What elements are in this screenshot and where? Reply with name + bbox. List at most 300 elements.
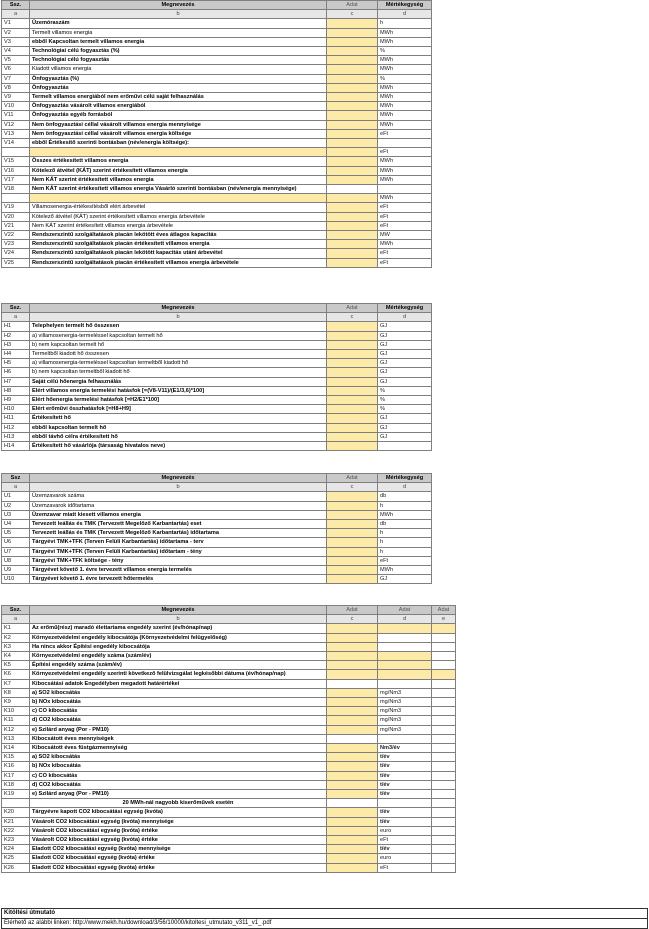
empty-cell	[432, 780, 456, 789]
adat-e-input-cell[interactable]	[432, 670, 456, 679]
column-letter-c: c	[327, 483, 378, 492]
adat-input-cell[interactable]	[327, 642, 378, 651]
row-code: K21	[2, 817, 30, 826]
table-row	[2, 661, 456, 670]
adat-input-cell[interactable]	[327, 762, 378, 771]
table-row	[2, 194, 432, 203]
table-row	[2, 808, 456, 817]
adat-input-cell[interactable]	[327, 716, 378, 725]
empty-cell	[432, 790, 456, 799]
unit-cell: GJ	[378, 350, 432, 359]
table-row	[2, 120, 432, 129]
row-label: 20 MWh-nál nagyobb kiserőművek esetén	[30, 799, 327, 808]
row-code: U10	[2, 575, 30, 584]
empty-cell	[432, 716, 456, 725]
adat-input-cell[interactable]	[327, 350, 378, 359]
empty-cell	[432, 679, 456, 688]
header-adat-d: Adat	[378, 606, 432, 615]
row-code: H2	[2, 331, 30, 340]
adat-input-cell[interactable]	[327, 707, 378, 716]
unit-cell: %	[378, 74, 432, 83]
unit-cell: MWh	[378, 566, 432, 575]
adat-input-cell[interactable]	[327, 386, 378, 395]
row-label: Nem KÁT szerint értékesített villamos energia	[30, 175, 327, 184]
row-code: K11	[2, 716, 30, 725]
adat-input-cell[interactable]	[327, 817, 378, 826]
table-row	[2, 652, 456, 661]
row-code: K5	[2, 661, 30, 670]
row-code: U4	[2, 520, 30, 529]
adat-input-cell[interactable]	[327, 240, 378, 249]
adat-input-cell[interactable]	[327, 65, 378, 74]
table-row	[2, 414, 432, 423]
unit-cell: t/év	[378, 808, 432, 817]
table-row	[2, 19, 432, 28]
table-row	[2, 725, 456, 734]
table-row	[2, 642, 456, 651]
row-label: Nem önfogyasztási céllal vásárolt villamos energia költsége	[30, 129, 327, 138]
adat-input-cell[interactable]	[327, 405, 378, 414]
adat-input-cell[interactable]	[327, 780, 378, 789]
header-ssz: Ssz.	[2, 1, 30, 10]
row-code: K7	[2, 679, 30, 688]
adat-input-cell[interactable]	[327, 538, 378, 547]
unit-cell: MWh	[378, 83, 432, 92]
row-code: H12	[2, 423, 30, 432]
row-code: K4	[2, 652, 30, 661]
row-label: Kötelező átvétel (KÁT) szerint értékesített villamos energia	[30, 166, 327, 175]
adat-input-cell[interactable]	[327, 322, 378, 331]
unit-cell: %	[378, 405, 432, 414]
header-row	[2, 474, 432, 483]
adat-input-cell[interactable]	[327, 203, 378, 212]
adat-input-cell[interactable]	[327, 442, 378, 451]
adat-input-cell[interactable]	[327, 129, 378, 138]
adat-input-cell[interactable]	[327, 510, 378, 519]
unit-cell: MWh	[378, 37, 432, 46]
unit-cell: db	[378, 520, 432, 529]
row-label: Tárgyévi TMK+TFK (Terven Felüli Karbantartás) időtartam - tény	[30, 547, 327, 556]
row-code: U5	[2, 529, 30, 538]
unit-cell: euro	[378, 854, 432, 863]
adat-input-cell[interactable]	[327, 102, 378, 111]
adat-input-cell[interactable]	[327, 566, 378, 575]
row-label: Eladott CO2 kibocsátási egység (kvóta) értéke	[30, 854, 327, 863]
adat-input-cell[interactable]	[327, 93, 378, 102]
row-code: V17	[2, 175, 30, 184]
column-letter-d: d	[378, 483, 432, 492]
table-row	[2, 386, 432, 395]
unit-cell: GJ	[378, 377, 432, 386]
row-label: ebből távhő célra értékesített hő	[30, 432, 327, 441]
adat-input-cell[interactable]	[327, 771, 378, 780]
row-code: K26	[2, 863, 30, 872]
adat-input-cell[interactable]	[327, 56, 378, 65]
column-letter-c: c	[327, 10, 378, 19]
table-row	[2, 185, 432, 194]
row-label: ebből Értékesítő szerinti bontásban (név/energia költsége):	[30, 139, 327, 148]
adat-input-cell[interactable]	[327, 547, 378, 556]
unit-cell: h	[378, 501, 432, 510]
row-code: K16	[2, 762, 30, 771]
unit-cell: %	[378, 386, 432, 395]
column-letter-row	[2, 313, 432, 322]
adat-input-cell[interactable]	[327, 624, 378, 633]
unit-cell: h	[378, 529, 432, 538]
header-ssz: Ssz.	[2, 606, 30, 615]
adat-input-cell	[327, 799, 378, 808]
adat-input-cell[interactable]	[327, 808, 378, 817]
row-label: Tárgyévre kapott CO2 kibocsátási egység (kvóta)	[30, 808, 327, 817]
table-row	[2, 633, 456, 642]
unit-cell: MWh	[378, 240, 432, 249]
unit-cell	[378, 442, 432, 451]
row-code: V16	[2, 166, 30, 175]
data-table-2	[1, 303, 432, 451]
row-code: K19	[2, 790, 30, 799]
empty-cell	[432, 808, 456, 817]
adat-input-cell[interactable]	[327, 432, 378, 441]
row-label: Értékesített hő	[30, 414, 327, 423]
row-code: H14	[2, 442, 30, 451]
row-label: Üzemóraszám	[30, 19, 327, 28]
row-code: V3	[2, 37, 30, 46]
adat-input-cell[interactable]	[327, 249, 378, 258]
adat-input-cell[interactable]	[327, 368, 378, 377]
empty-cell	[432, 845, 456, 854]
row-code: V20	[2, 212, 30, 221]
row-code: K22	[2, 826, 30, 835]
adat-input-cell[interactable]	[327, 19, 378, 28]
adat-input-cell[interactable]	[327, 652, 378, 661]
adat-input-cell[interactable]	[327, 863, 378, 872]
unit-cell: h	[378, 538, 432, 547]
adat-input-cell[interactable]	[327, 414, 378, 423]
table-row	[2, 93, 432, 102]
empty-cell	[432, 652, 456, 661]
adat-input-cell[interactable]	[327, 37, 378, 46]
row-code	[2, 799, 30, 808]
row-label: Összes értékesített villamos energia	[30, 157, 327, 166]
adat-input-cell[interactable]	[327, 377, 378, 386]
table-row	[2, 231, 432, 240]
unit-cell: t/év	[378, 845, 432, 854]
table-row	[2, 83, 432, 92]
table-row	[2, 212, 432, 221]
table-row	[2, 698, 456, 707]
row-code: H8	[2, 386, 30, 395]
row-code: V9	[2, 93, 30, 102]
unit-cell: MWh	[378, 157, 432, 166]
unit-cell	[378, 633, 432, 642]
adat-input-cell[interactable]	[327, 556, 378, 565]
table-row	[2, 771, 456, 780]
row-code: U6	[2, 538, 30, 547]
adat-d-input-cell[interactable]	[378, 670, 432, 679]
table-row	[2, 368, 432, 377]
row-label: Kibocsátott éves füstgázmennyiség	[30, 744, 327, 753]
adat-input-cell	[327, 185, 378, 194]
table-row	[2, 432, 432, 441]
unit-cell: MWh	[378, 120, 432, 129]
unit-cell: t/év	[378, 780, 432, 789]
adat-input-cell[interactable]	[327, 120, 378, 129]
table-row	[2, 836, 456, 845]
row-code: U7	[2, 547, 30, 556]
adat-input-cell[interactable]	[327, 83, 378, 92]
row-label: Vásárolt CO2 kibocsátási egység (kvóta) értéke	[30, 836, 327, 845]
row-label: Önfogyasztás	[30, 83, 327, 92]
unit-cell: eFt	[378, 258, 432, 267]
unit-cell: mg/Nm3	[378, 698, 432, 707]
data-table-3	[1, 473, 432, 584]
row-code: V11	[2, 111, 30, 120]
adat-input-cell[interactable]	[327, 175, 378, 184]
row-code: U9	[2, 566, 30, 575]
row-label: Üzemzavar miatt kiesett villamos energia	[30, 510, 327, 519]
empty-cell	[432, 642, 456, 651]
adat-input-cell[interactable]	[327, 520, 378, 529]
name-input-cell[interactable]	[30, 148, 327, 157]
adat-input-cell[interactable]	[327, 28, 378, 37]
adat-d-input-cell[interactable]	[378, 652, 432, 661]
unit-cell: db	[378, 492, 432, 501]
row-code: K8	[2, 688, 30, 697]
column-letter-a: a	[2, 313, 30, 322]
adat-input-cell[interactable]	[327, 790, 378, 799]
adat-input-cell[interactable]	[327, 359, 378, 368]
table-row	[2, 221, 432, 230]
adat-input-cell[interactable]	[327, 194, 378, 203]
row-code: V19	[2, 203, 30, 212]
empty-cell	[432, 854, 456, 863]
row-code: H3	[2, 340, 30, 349]
row-label: a) villamosenergia-termeléssel kapcsoltan termelt hő	[30, 331, 327, 340]
row-code: H11	[2, 414, 30, 423]
row-code: K1	[2, 624, 30, 633]
row-code	[2, 148, 30, 157]
empty-cell	[432, 771, 456, 780]
row-label: Technológiai célú fogyasztás (%)	[30, 47, 327, 56]
row-code: H9	[2, 396, 30, 405]
row-code: K2	[2, 633, 30, 642]
table-row	[2, 148, 432, 157]
adat-input-cell[interactable]	[327, 492, 378, 501]
table-row	[2, 716, 456, 725]
table-row	[2, 442, 432, 451]
adat-e-input-cell[interactable]	[432, 624, 456, 633]
adat-input-cell[interactable]	[327, 139, 378, 148]
unit-cell: %	[378, 396, 432, 405]
row-code: V5	[2, 56, 30, 65]
unit-cell: eFt	[378, 212, 432, 221]
column-letter-c: c	[327, 313, 378, 322]
table-row	[2, 258, 432, 267]
adat-input-cell[interactable]	[327, 753, 378, 762]
adat-input-cell[interactable]	[327, 396, 378, 405]
table-row	[2, 547, 432, 556]
row-code: K9	[2, 698, 30, 707]
header-adat-e: Adat	[432, 606, 456, 615]
table-row	[2, 780, 456, 789]
adat-d-input-cell[interactable]	[378, 624, 432, 633]
unit-cell: GJ	[378, 432, 432, 441]
row-label: Tárgyévi TMK+TFK költsége - tény	[30, 556, 327, 565]
table-row	[2, 817, 456, 826]
table-row	[2, 322, 432, 331]
adat-input-cell[interactable]	[327, 661, 378, 670]
unit-cell: Nm3/év	[378, 744, 432, 753]
adat-input-cell[interactable]	[327, 148, 378, 157]
unit-cell	[378, 185, 432, 194]
row-label: Eladott CO2 kibocsátási egység (kvóta) értéke	[30, 863, 327, 872]
row-label: Technológiai célú fogyasztás	[30, 56, 327, 65]
table-row	[2, 157, 432, 166]
unit-cell: t/év	[378, 762, 432, 771]
empty-cell	[432, 753, 456, 762]
guide-link[interactable]: Elérhető az alábbi linken: http://www.mekh.hu/download/3/56/10000/kitoltesi_utmutato_v311_v1_.pdf	[4, 920, 272, 926]
name-input-cell[interactable]	[30, 194, 327, 203]
row-code: V18	[2, 185, 30, 194]
row-label: Eladott CO2 kibocsátási egység (kvóta) mennyisége	[30, 845, 327, 854]
unit-cell: MWh	[378, 93, 432, 102]
adat-input-cell[interactable]	[327, 111, 378, 120]
adat-input-cell[interactable]	[327, 575, 378, 584]
table-row	[2, 575, 432, 584]
row-label: e) Szilárd anyag (Por - PM10)	[30, 790, 327, 799]
adat-input-cell[interactable]	[327, 157, 378, 166]
header-unit: Mértékegység	[378, 1, 432, 10]
row-label: Rendszerszintű szolgáltatások piacán értékesített villamos energia árbevétele	[30, 258, 327, 267]
adat-input-cell[interactable]	[327, 688, 378, 697]
adat-input-cell[interactable]	[327, 212, 378, 221]
adat-input-cell[interactable]	[327, 633, 378, 642]
header-name: Megnevezés	[30, 474, 327, 483]
table-row	[2, 624, 456, 633]
adat-input-cell[interactable]	[327, 826, 378, 835]
table-row	[2, 166, 432, 175]
unit-cell: MWh	[378, 28, 432, 37]
unit-cell: GJ	[378, 322, 432, 331]
empty-cell	[432, 762, 456, 771]
adat-d-input-cell[interactable]	[378, 661, 432, 670]
unit-cell: MWh	[378, 111, 432, 120]
column-letter-d: d	[378, 10, 432, 19]
row-label: d) CO2 kibocsátás	[30, 780, 327, 789]
table-row	[2, 249, 432, 258]
row-code: V7	[2, 74, 30, 83]
unit-cell: MWh	[378, 65, 432, 74]
guide-title: Kitöltési útmutató	[2, 909, 647, 919]
row-label: c) CO kibocsátás	[30, 707, 327, 716]
row-label: Nem önfogyasztási céllal vásárolt villamos energia mennyisége	[30, 120, 327, 129]
column-letter-b: b	[30, 483, 327, 492]
row-label: Tárgyévi TMK+TFK (Terven Felüli Karbantartás) időtartama - terv	[30, 538, 327, 547]
adat-input-cell[interactable]	[327, 725, 378, 734]
guide-box	[1, 908, 648, 929]
unit-cell: MWh	[378, 510, 432, 519]
table-row	[2, 679, 456, 688]
table-row	[2, 492, 432, 501]
adat-input-cell[interactable]	[327, 698, 378, 707]
row-code: V10	[2, 102, 30, 111]
row-label: Környezetvédelmi engedély száma (szám/év)	[30, 652, 327, 661]
table-row	[2, 28, 432, 37]
table-row	[2, 854, 456, 863]
adat-input-cell[interactable]	[327, 331, 378, 340]
unit-cell: t/év	[378, 790, 432, 799]
row-label: Környezetvédelmi engedély kibocsátója (Környezetvédelmi felügyelőség)	[30, 633, 327, 642]
row-label: b) NOx kibocsátás	[30, 698, 327, 707]
data-table-4	[1, 605, 456, 873]
adat-input-cell[interactable]	[327, 340, 378, 349]
row-label: Tárgyévet követő 1. évre tervezett villamos energia termelés	[30, 566, 327, 575]
adat-input-cell[interactable]	[327, 670, 378, 679]
table-row	[2, 405, 432, 414]
unit-cell	[378, 679, 432, 688]
unit-cell: GJ	[378, 331, 432, 340]
unit-cell: t/év	[378, 753, 432, 762]
adat-input-cell[interactable]	[327, 166, 378, 175]
adat-input-cell[interactable]	[327, 221, 378, 230]
row-label: Saját célú hőenergia felhasználás	[30, 377, 327, 386]
adat-input-cell[interactable]	[327, 744, 378, 753]
unit-cell: MWh	[378, 56, 432, 65]
row-code: H5	[2, 359, 30, 368]
empty-cell	[432, 633, 456, 642]
row-label: Termelt villamos energiából nem erőművi célú saját felhasználás	[30, 93, 327, 102]
adat-input-cell[interactable]	[327, 258, 378, 267]
row-label: Kibocsátott éves mennyiségek	[30, 734, 327, 743]
row-label: Tárgyévet követő 1. évre tervezett hőtermelés	[30, 575, 327, 584]
row-code: H13	[2, 432, 30, 441]
table-row	[2, 129, 432, 138]
row-code: K13	[2, 734, 30, 743]
table-row	[2, 863, 456, 872]
adat-input-cell[interactable]	[327, 47, 378, 56]
table-row	[2, 799, 456, 808]
table-row	[2, 510, 432, 519]
adat-input-cell[interactable]	[327, 74, 378, 83]
adat-input-cell[interactable]	[327, 854, 378, 863]
unit-cell: %	[378, 47, 432, 56]
row-label: Rendszerszintű szolgáltatások piacán lekötött kapacitás utáni árbevétel	[30, 249, 327, 258]
table-row	[2, 826, 456, 835]
empty-cell	[432, 836, 456, 845]
adat-input-cell[interactable]	[327, 529, 378, 538]
row-label: Nem KÁT szerint értékesített villamos energia árbevétele	[30, 221, 327, 230]
row-code: V25	[2, 258, 30, 267]
adat-input-cell[interactable]	[327, 501, 378, 510]
row-label: Önfogyasztás (%)	[30, 74, 327, 83]
row-label: d) CO2 kibocsátás	[30, 716, 327, 725]
table-row	[2, 203, 432, 212]
adat-input-cell[interactable]	[327, 423, 378, 432]
adat-input-cell[interactable]	[327, 836, 378, 845]
empty-cell	[432, 734, 456, 743]
unit-cell: GJ	[378, 575, 432, 584]
adat-input-cell[interactable]	[327, 231, 378, 240]
row-code: V24	[2, 249, 30, 258]
row-code: K6	[2, 670, 30, 679]
row-label: Önfogyasztás egyéb forrásból	[30, 111, 327, 120]
table-row	[2, 65, 432, 74]
header-ssz: Ssz	[2, 474, 30, 483]
header-adat: Adat	[327, 474, 378, 483]
row-code: V22	[2, 231, 30, 240]
row-label: Vásárolt CO2 kibocsátási egység (kvóta) mennyisége	[30, 817, 327, 826]
adat-input-cell[interactable]	[327, 845, 378, 854]
